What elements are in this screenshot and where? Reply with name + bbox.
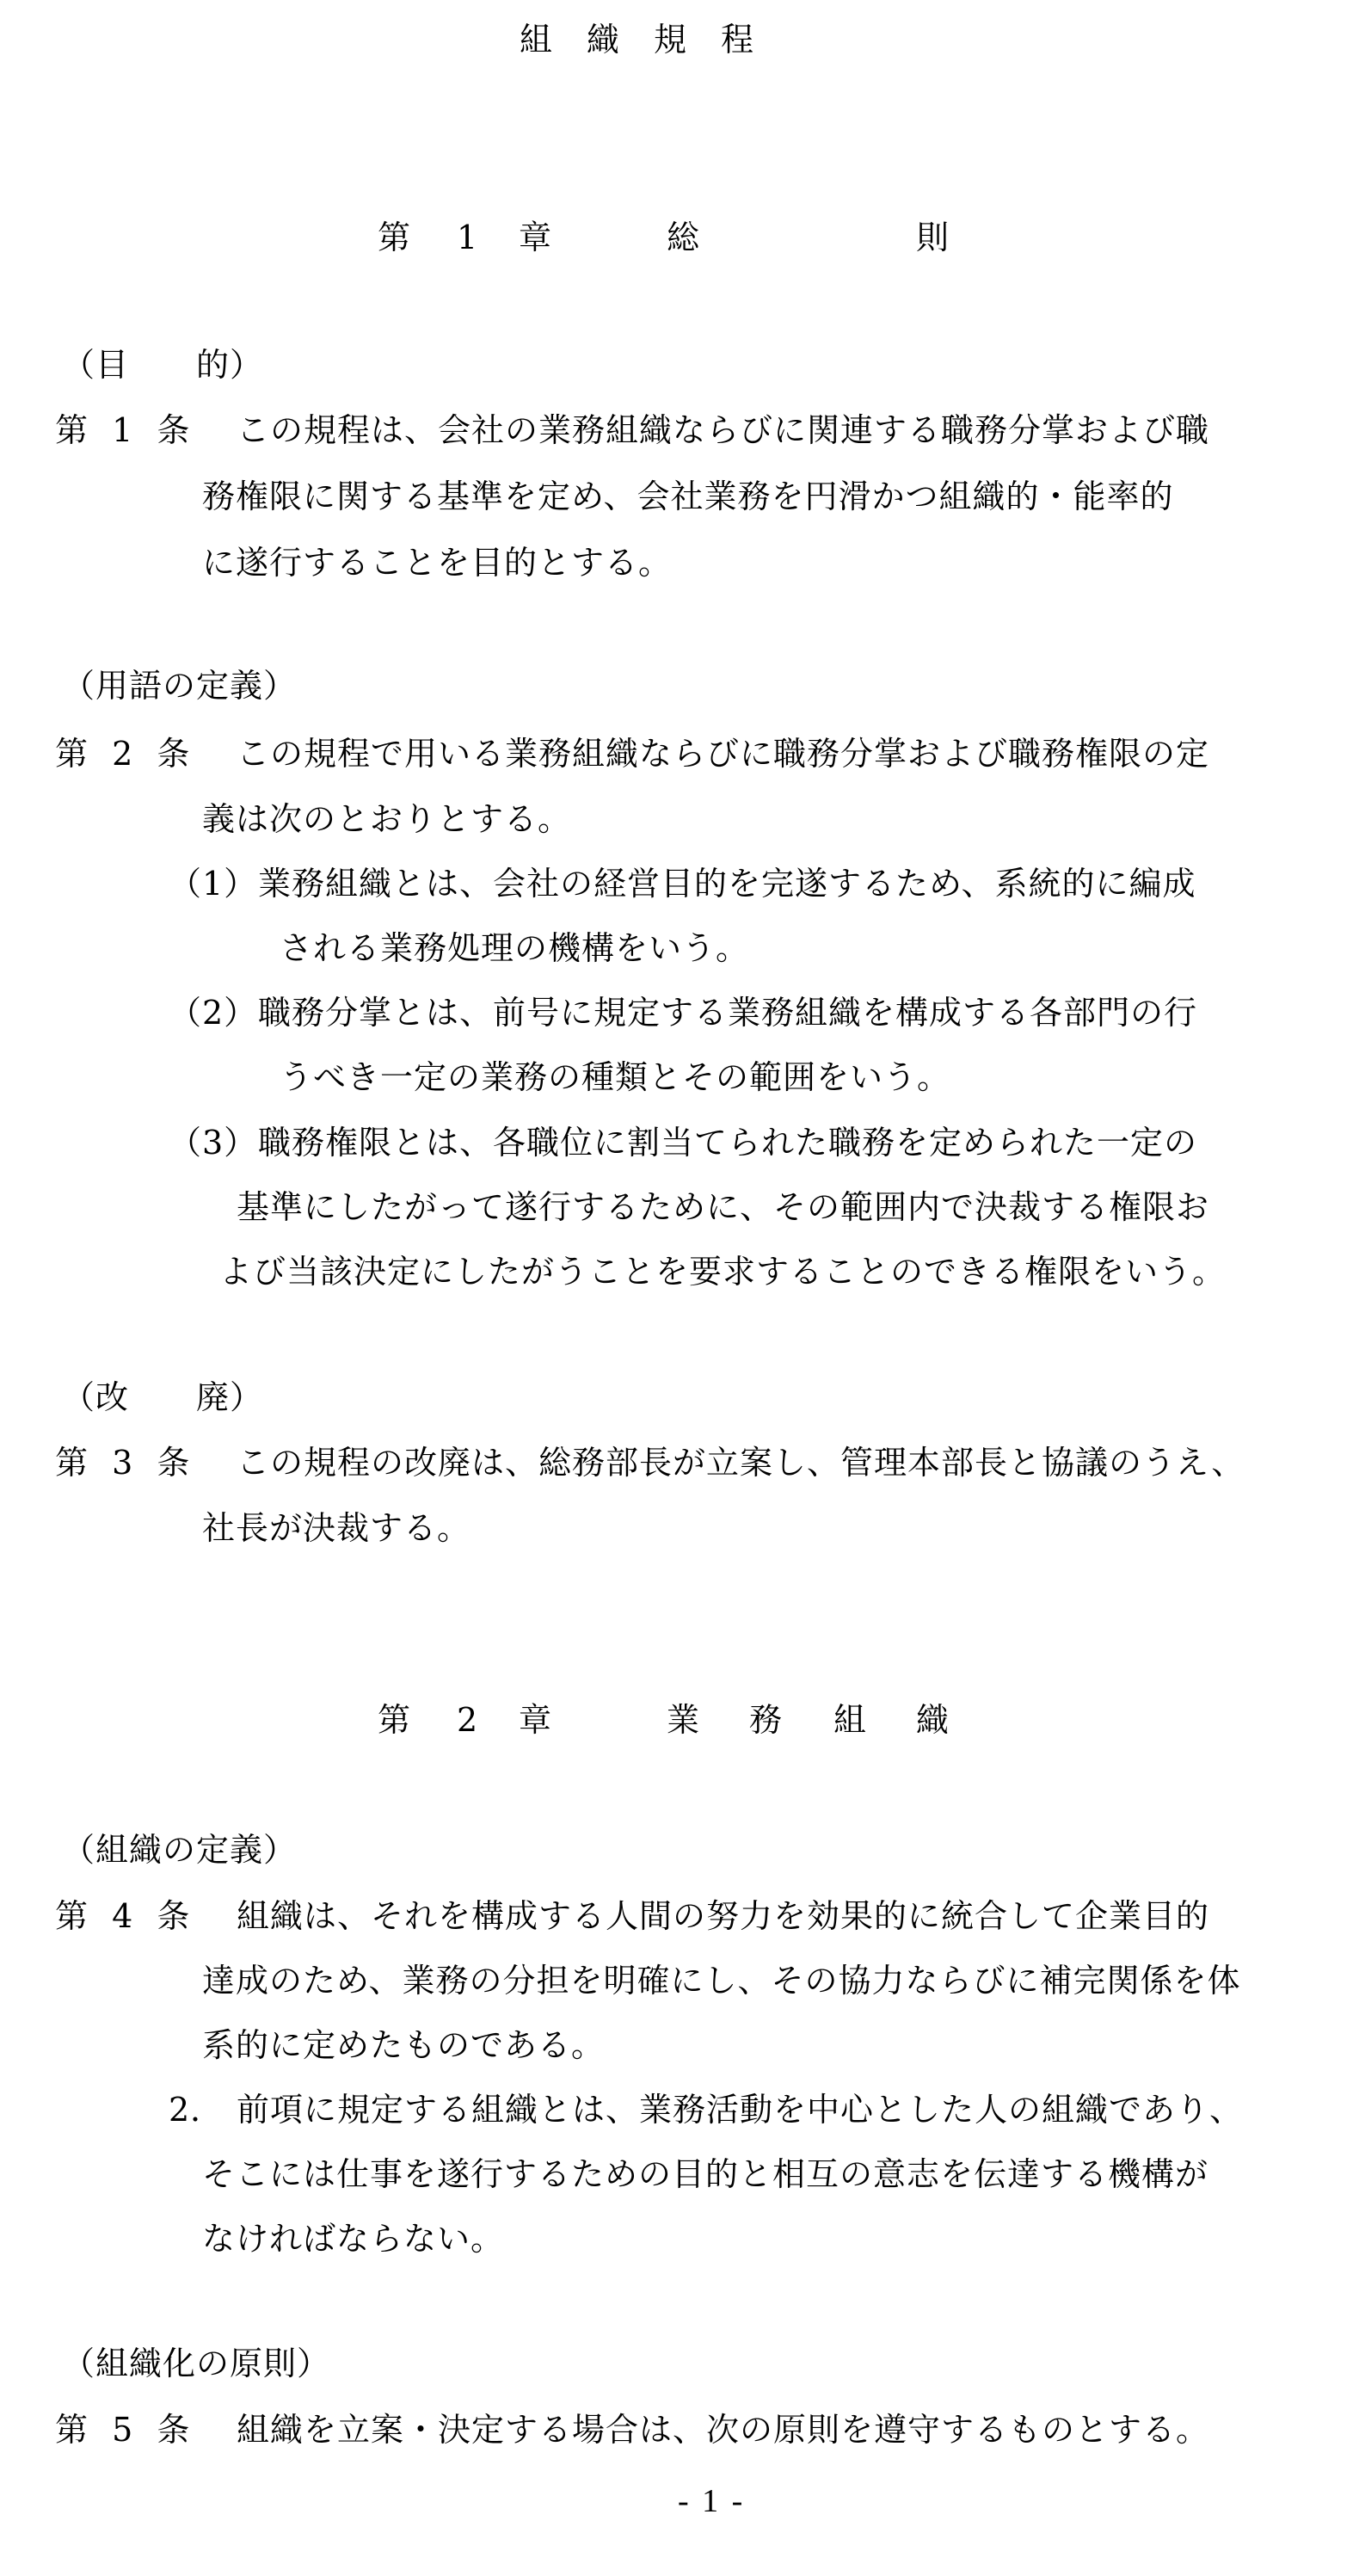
article-2-item-1-line-2: される業務処理の機構をいう。: [280, 929, 750, 967]
page-number: - 1 -: [678, 2483, 744, 2519]
article-5-caption: （組織化の原則）: [62, 2345, 331, 2382]
article-1-line-3: に遂行することを目的とする。: [202, 544, 673, 582]
article-4-line-3: 系的に定めたものである。: [202, 2026, 606, 2064]
article-4-para-2-line-1: 前項に規定する組織とは、業務活動を中心とした人の組織であり、: [237, 2091, 1244, 2129]
article-4-number: 第 4 条: [55, 1897, 191, 1935]
article-2-caption: （用語の定義）: [62, 667, 298, 705]
article-2-item-1-line-1: 業務組織とは、会社の経営目的を完遂するため、系統的に編成: [258, 865, 1196, 903]
chapter-1-shou: 章: [519, 219, 553, 256]
article-4-line-2: 達成のため、業務の分担を明確にし、その協力ならびに補完関係を体: [202, 1962, 1241, 2000]
chapter-1-title-char-1: 総: [667, 219, 701, 256]
chapter-2-shou: 章: [519, 1701, 553, 1739]
article-2-item-2-line-2: うべき一定の業務の種類とその範囲をいう。: [280, 1058, 951, 1096]
article-1-line-1: この規程は、会社の業務組織ならびに関連する職務分掌および職: [237, 411, 1210, 449]
article-5-number: 第 5 条: [55, 2411, 191, 2449]
article-4-para-2-line-2: そこには仕事を遂行するための目的と相互の意志を伝達する機構が: [202, 2155, 1209, 2193]
chapter-2-title-char-1: 業: [667, 1701, 701, 1739]
article-2-line-2: 義は次のとおりとする。: [202, 800, 572, 838]
article-2-number: 第 2 条: [55, 735, 191, 773]
chapter-1-title-char-2: 則: [916, 219, 950, 256]
article-4-line-1: 組織は、それを構成する人間の努力を効果的に統合して企業目的: [237, 1897, 1210, 1935]
article-2-item-3-label: （3）: [169, 1124, 258, 1162]
chapter-2-daiword: 第: [378, 1701, 412, 1739]
article-2-item-2-label: （2）: [169, 994, 258, 1032]
chapter-1-number: 1: [457, 219, 479, 256]
article-4-caption: （組織の定義）: [62, 1831, 298, 1869]
article-3-number: 第 3 条: [55, 1444, 191, 1482]
article-3-caption: （改 廃）: [62, 1378, 264, 1416]
chapter-2-title-char-2: 務: [749, 1701, 784, 1739]
article-2-item-3-line-1: 職務権限とは、各職位に割当てられた職務を定められた一定の: [258, 1124, 1198, 1162]
article-1-number: 第 1 条: [55, 411, 191, 449]
article-2-item-1-label: （1）: [169, 865, 258, 903]
article-2-item-2-line-1: 職務分掌とは、前号に規定する業務組織を構成する各部門の行: [258, 994, 1198, 1032]
article-2-item-3-line-2: 基準にしたがって遂行するために、その範囲内で決裁する権限お: [237, 1188, 1210, 1226]
article-3-line-2: 社長が決裁する。: [202, 1509, 471, 1547]
chapter-2-number: 2: [457, 1701, 479, 1739]
article-2-line-1: この規程で用いる業務組織ならびに職務分掌および職務権限の定: [237, 735, 1210, 773]
chapter-2-title-char-3: 組: [833, 1701, 868, 1739]
chapter-1-daiword: 第: [378, 219, 412, 256]
article-4-para-2-label: 2．: [169, 2091, 224, 2129]
article-2-item-3-line-3: よび当該決定にしたがうことを要求することのできる権限をいう。: [219, 1253, 1227, 1291]
article-1-caption: （目 的）: [62, 346, 264, 384]
article-5-line-1: 組織を立案・決定する場合は、次の原則を遵守するものとする。: [237, 2411, 1210, 2449]
article-1-line-2: 務権限に関する基準を定め、会社業務を円滑かつ組織的・能率的: [202, 478, 1174, 515]
chapter-2-title-char-4: 織: [916, 1701, 950, 1739]
article-3-line-1: この規程の改廃は、総務部長が立案し、管理本部長と協議のうえ、: [237, 1444, 1245, 1482]
document-title: 組 織 規 程: [520, 21, 755, 59]
article-4-para-2-line-3: なければならない。: [202, 2220, 505, 2258]
